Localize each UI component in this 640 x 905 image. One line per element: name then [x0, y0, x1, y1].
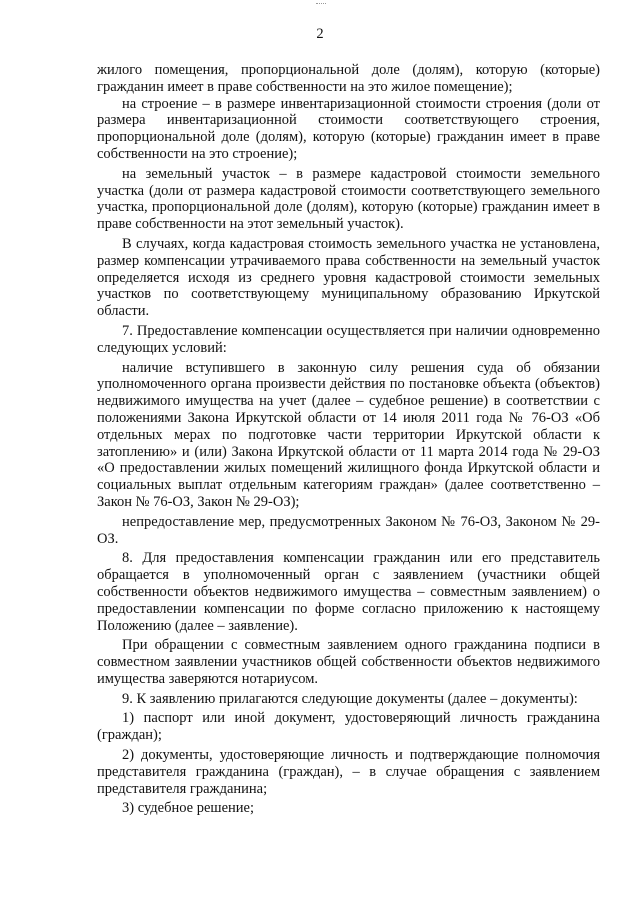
paragraph: 3) судебное решение;: [122, 800, 254, 817]
paragraph: 7. Предоставление компенсации осуществляется при наличии одновременно следующих условий:: [97, 322, 600, 356]
document-body: [97, 62, 600, 817]
paragraph: непредоставление мер, предусмотренных Законом № 76-ОЗ, Законом № 29-ОЗ.: [97, 513, 600, 547]
paragraph: При обращении с совместным заявлением одного гражданина подписи в совместном заявлении участников общей собственности объектов недвижимого имущества заверяются нотариусом.: [97, 637, 600, 687]
paragraph: на земельный участок – в размере кадастровой стоимости земельного участка (доли от размера кадастровой стоимости соответствующего земельного участка, пропорциональной доле (долям), которую (которые) гражданин имеет в праве собственности на этот земельный участок).: [97, 165, 600, 233]
paragraph: 8. Для предоставления компенсации гражданин или его представитель обращается в уполномоченный орган с заявлением (участники общей собственности объектов недвижимого имущества – совместным заявлением) о предоставлении компенсации по форме согласно приложению к настоящему Положению (далее – заявление).: [97, 550, 600, 634]
page-number: 2: [316, 26, 324, 42]
paragraph: 9. К заявлению прилагаются следующие документы (далее – документы):: [122, 690, 578, 707]
paragraph: 2) документы, удостоверяющие личность и подтверждающие полномочия представителя гражданина (граждан), – в случае обращения с заявлением представителя гражданина;: [97, 747, 600, 797]
paragraph: на строение – в размере инвентаризационной стоимости строения (доли от размера инвентаризационной стоимости соответствующего строения, пропорциональной доле (долям), которую (которые) гражданин имеет в праве собственности на это строение);: [97, 95, 600, 162]
paragraph: наличие вступившего в законную силу решения суда об обязании уполномоченного органа произвести действия по постановке объекта (объектов) недвижимого имущества на учет (далее – судебное решение) в соответствии с положениями Закона Иркутской области от 14 июля 2011 года № 76-ОЗ «Об отдельных мерах по подготовке части территории Иркутской области к затоплению» и (или) Закона Иркутской области от 11 марта 2014 года № 29-ОЗ «О предоставлении жилых помещений жилищного фонда Иркутской области и социальных выплат отдельным категориям граждан» (далее соответственно – Закон № 76-ОЗ, Закон № 29-ОЗ);: [97, 359, 600, 510]
scan-mark: [316, 3, 326, 6]
paragraph: 1) паспорт или иной документ, удостоверяющий личность гражданина (граждан);: [97, 710, 600, 744]
paragraph: В случаях, когда кадастровая стоимость земельного участка не установлена, размер компенсации утрачиваемого права собственности на земельный участок определяется исходя из среднего уровня кадастровой стоимости земельных участков по соответствующему муниципальному образованию Иркутской области.: [97, 235, 600, 320]
paragraph: жилого помещения, пропорциональной доле (долям), которую (которые) гражданин имеет в праве собственности на это жилое помещение);: [97, 62, 600, 95]
